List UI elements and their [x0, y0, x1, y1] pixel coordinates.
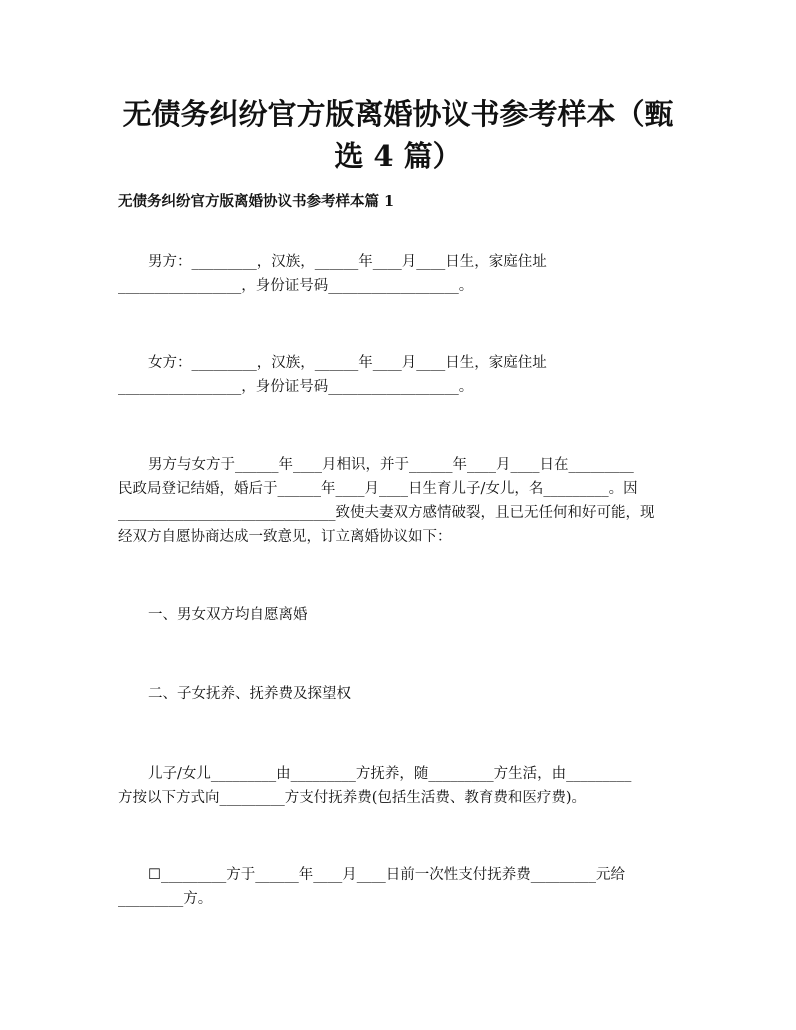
intro-line-2: 民政局登记结婚，婚后于______年____月____日生育儿子/女儿，名_________。因 [118, 481, 638, 497]
lumpsum-line-1: ☐_________方于______年____月____日前一次性支付抚养费_________元给 [148, 867, 625, 883]
intro-line-1: 男方与女方于______年____月相识，并于______年____月____日在_________ [148, 457, 634, 473]
custody-paragraph [118, 762, 680, 810]
section-subtitle: 无债务纠纷官方版离婚协议书参考样本篇 1 [118, 193, 395, 210]
female-party-paragraph [118, 351, 680, 399]
intro-paragraph [118, 453, 680, 549]
male-party-paragraph [118, 250, 680, 298]
section-1-heading [118, 603, 680, 627]
section-2-text: 二、子女抚养、抚养费及探望权 [148, 686, 351, 702]
female-party-line-1: 女方：_________，汉族，______年____月____日生，家庭住址 [148, 355, 547, 371]
section-1-text: 一、男女双方均自愿离婚 [148, 607, 308, 623]
male-party-line-2: _________________，身份证号码__________________。 [118, 278, 474, 294]
section-2-heading [118, 682, 680, 706]
custody-line-1: 儿子/女儿_________由_________方抚养，随_________方生活，由_________ [148, 766, 632, 782]
document-title-line-1: 无债务纠纷官方版离婚协议书参考样本（甄 [122, 97, 674, 131]
lumpsum-line-2: _________方。 [118, 891, 213, 907]
custody-line-2: 方按以下方式向_________方支付抚养费(包括生活费、教育费和医疗费)。 [118, 790, 587, 806]
document-title-line-2: 选 4 篇） [334, 139, 462, 173]
male-party-line-1: 男方：_________，汉族，______年____月____日生，家庭住址 [148, 254, 547, 270]
intro-line-3: ______________________________致使夫妻双方感情破裂，且已无任何和好可能，现 [118, 505, 655, 521]
lumpsum-paragraph [118, 863, 680, 911]
female-party-line-2: _________________，身份证号码__________________。 [118, 379, 474, 395]
intro-line-4: 经双方自愿协商达成一致意见，订立离婚协议如下： [118, 529, 452, 545]
